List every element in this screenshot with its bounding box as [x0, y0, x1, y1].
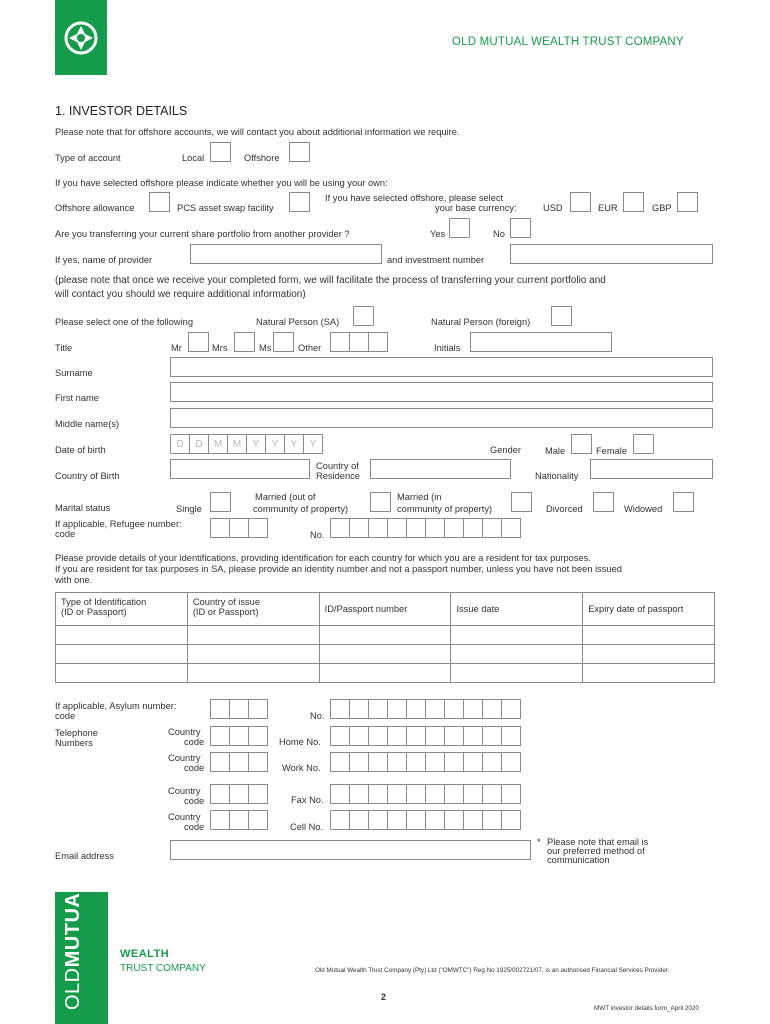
- work-country-label-2: code: [184, 763, 205, 773]
- offshore-label: Offshore: [244, 153, 280, 163]
- single-label: Single: [176, 504, 202, 514]
- offshore-checkbox[interactable]: [289, 142, 310, 162]
- offshore-prompt: If you have selected offshore please indicate whether you will be using your own:: [55, 178, 388, 188]
- married-out-label-2: community of property): [253, 504, 349, 514]
- eur-label: EUR: [598, 203, 618, 213]
- home-country-label-2: code: [184, 737, 205, 747]
- usd-checkbox[interactable]: [570, 192, 591, 212]
- asylum-label-1: If applicable, Asylum number:: [55, 701, 177, 711]
- other-label: Other: [298, 343, 322, 353]
- gender-label: Gender: [490, 445, 522, 455]
- married-out-checkbox[interactable]: [370, 492, 391, 512]
- email-label: Email address: [55, 851, 114, 861]
- widowed-label: Widowed: [624, 504, 663, 514]
- asylum-label-2: code: [55, 711, 76, 721]
- eur-checkbox[interactable]: [623, 192, 644, 212]
- middle-name-label: Middle name(s): [55, 419, 120, 429]
- offshore-allowance-label: Offshore allowance: [55, 203, 135, 213]
- transfer-note-1: (please note that once we receive your completed form, we will facilitate the process of transferring your current portfolio and: [55, 275, 606, 286]
- nationality-input[interactable]: [590, 459, 713, 479]
- dob-cell[interactable]: D: [189, 434, 209, 454]
- email-note-2: our preferred method of: [547, 846, 645, 856]
- usd-label: USD: [543, 203, 563, 213]
- identification-line-3: with one.: [55, 575, 93, 585]
- provider-label: If yes, name of provider: [55, 255, 153, 265]
- natural-foreign-checkbox[interactable]: [551, 306, 572, 326]
- work-number-cells[interactable]: [330, 752, 520, 772]
- cell-no-label: Cell No.: [290, 822, 324, 832]
- female-label: Female: [596, 446, 628, 456]
- offshore-allowance-checkbox[interactable]: [149, 192, 170, 212]
- fax-country-label-2: code: [184, 796, 205, 806]
- logo-tab: [55, 0, 107, 75]
- footer-brand-bar: [55, 879, 108, 1024]
- transfer-note-2: will contact you should we require additional information): [55, 289, 306, 300]
- divorced-checkbox[interactable]: [593, 492, 614, 512]
- dob-label: Date of birth: [55, 445, 106, 455]
- pcs-checkbox[interactable]: [289, 192, 310, 212]
- dob-cell[interactable]: Y: [246, 434, 266, 454]
- table-header-cell: Issue date: [451, 593, 583, 626]
- first-name-input[interactable]: [170, 382, 713, 402]
- refugee-label-1: If applicable, Refugee number:: [55, 519, 182, 529]
- investment-number-label: and investment number: [387, 255, 485, 265]
- footer-wealth: WEALTH: [120, 948, 170, 960]
- residence-label-1: Country of: [316, 461, 359, 471]
- dob-cell[interactable]: Y: [265, 434, 285, 454]
- wordmark-old: OLD: [62, 967, 84, 1010]
- ms-checkbox[interactable]: [273, 332, 294, 352]
- work-country-code-cells[interactable]: [210, 752, 267, 772]
- gbp-label: GBP: [652, 203, 672, 213]
- identification-line-1: Please provide details of your identifications, providing identification for each country for which you are a resident for tax purposes.: [55, 553, 591, 563]
- initials-label: Initials: [434, 343, 461, 353]
- marital-label: Marital status: [55, 503, 111, 513]
- male-checkbox[interactable]: [571, 434, 592, 454]
- natural-sa-label: Natural Person (SA): [256, 317, 340, 327]
- company-name: OLD MUTUAL WEALTH TRUST COMPANY: [452, 36, 684, 48]
- fax-no-label: Fax No.: [291, 795, 324, 805]
- currency-prompt-2: your base currency:: [435, 203, 517, 213]
- local-checkbox[interactable]: [210, 142, 231, 162]
- initials-input[interactable]: [470, 332, 612, 352]
- table-row[interactable]: [56, 664, 715, 683]
- email-note-1: Please note that email is: [547, 837, 649, 847]
- married-in-checkbox[interactable]: [511, 492, 532, 512]
- page-number: 2: [381, 992, 387, 1002]
- wordmark-mutual: MUTUAL: [62, 879, 84, 968]
- mrs-label: Mrs: [212, 343, 228, 353]
- home-no-label: Home No.: [279, 737, 321, 747]
- local-label: Local: [182, 153, 205, 163]
- refugee-label-2: code: [55, 529, 76, 539]
- email-note-3: communication: [547, 855, 610, 865]
- fax-number-cells[interactable]: [330, 784, 520, 804]
- person-select-label: Please select one of the following: [55, 317, 193, 327]
- fax-country-label-1: Country: [168, 786, 201, 796]
- nationality-label: Nationality: [535, 471, 579, 481]
- section-title: 1. INVESTOR DETAILS: [55, 104, 188, 118]
- gbp-checkbox[interactable]: [677, 192, 698, 212]
- surname-input[interactable]: [170, 357, 713, 377]
- table-header-cell: Expiry date of passport: [583, 593, 715, 626]
- currency-prompt-1: If you have selected offshore, please select: [325, 193, 504, 203]
- old-mutual-wordmark: [61, 880, 85, 1010]
- form-reference: MWT investor details form_April 2020: [594, 1005, 699, 1012]
- cell-country-code-cells[interactable]: [210, 810, 267, 830]
- surname-label: Surname: [55, 368, 93, 378]
- other-title-cells[interactable]: [330, 332, 387, 352]
- dob-cells[interactable]: [170, 434, 322, 454]
- transfer-yes-checkbox[interactable]: [449, 218, 470, 238]
- cell-country-label-1: Country: [168, 812, 201, 822]
- table-header-cell: Type of Identification (ID or Passport): [56, 593, 188, 626]
- mr-checkbox[interactable]: [188, 332, 209, 352]
- refugee-number-cells[interactable]: [330, 518, 520, 538]
- asylum-no-label: No.: [310, 711, 325, 721]
- dob-cell[interactable]: M: [227, 434, 247, 454]
- dob-cell[interactable]: Y: [284, 434, 304, 454]
- mr-label: Mr: [171, 343, 182, 353]
- transfer-question: Are you transferring your current share portfolio from another provider ?: [55, 229, 350, 239]
- investment-number-input[interactable]: [510, 244, 713, 264]
- identification-line-2: If you are resident for tax purposes in SA, please provide an identity number and not a passport number, unless you have not been issued: [55, 564, 622, 574]
- home-country-label-1: Country: [168, 727, 201, 737]
- title-label: Title: [55, 343, 73, 353]
- natural-foreign-label: Natural Person (foreign): [431, 317, 531, 327]
- transfer-no-label: No: [493, 229, 505, 239]
- account-type-label: Type of account: [55, 153, 121, 163]
- dob-cell[interactable]: M: [208, 434, 228, 454]
- telephone-label-1: Telephone: [55, 728, 98, 738]
- footer-legal: Old Mutual Wealth Trust Company (Pty) Ltd ("OMWTC") Reg No 1925/002721/07, is an authorised Financial Services Provider.: [315, 967, 670, 974]
- male-label: Male: [545, 446, 566, 456]
- ms-label: Ms: [259, 343, 272, 353]
- asylum-number-cells[interactable]: [330, 699, 520, 719]
- work-no-label: Work No.: [282, 763, 321, 773]
- female-checkbox[interactable]: [633, 434, 654, 454]
- home-number-cells[interactable]: [330, 726, 520, 746]
- provider-input[interactable]: [190, 244, 382, 264]
- email-input[interactable]: [170, 840, 531, 860]
- residence-label-2: Residence: [316, 471, 360, 481]
- email-note-star: *: [537, 837, 541, 847]
- dob-cell[interactable]: Y: [303, 434, 323, 454]
- footer-trust: TRUST COMPANY: [120, 963, 206, 974]
- transfer-no-checkbox[interactable]: [510, 218, 531, 238]
- married-in-label-2: community of property): [397, 504, 493, 514]
- transfer-yes-label: Yes: [430, 229, 446, 239]
- country-birth-label: Country of Birth: [55, 471, 120, 481]
- married-out-label-1: Married (out of: [255, 492, 316, 502]
- natural-sa-checkbox[interactable]: [353, 306, 374, 326]
- old-mutual-emblem-icon: [61, 18, 101, 58]
- cell-country-label-2: code: [184, 822, 205, 832]
- table-row[interactable]: [56, 626, 715, 645]
- asylum-code-cells[interactable]: [210, 699, 267, 719]
- offshore-note: Please note that for offshore accounts, we will contact you about additional information we require.: [55, 127, 460, 137]
- work-country-label-1: Country: [168, 753, 201, 763]
- single-checkbox[interactable]: [210, 492, 231, 512]
- residence-input[interactable]: [370, 459, 511, 479]
- divorced-label: Divorced: [546, 504, 583, 514]
- country-birth-input[interactable]: [170, 459, 310, 479]
- refugee-no-label: No.: [310, 530, 325, 540]
- table-header-row: [56, 593, 715, 626]
- first-name-label: First name: [55, 393, 99, 403]
- married-in-label-1: Married (in: [397, 492, 442, 502]
- table-header-cell: Country of issue (ID or Passport): [187, 593, 319, 626]
- identification-table: [55, 592, 715, 683]
- mrs-checkbox[interactable]: [234, 332, 255, 352]
- pcs-label: PCS asset swap facility: [177, 203, 274, 213]
- widowed-checkbox[interactable]: [673, 492, 694, 512]
- refugee-code-cells[interactable]: [210, 518, 267, 538]
- dob-cell[interactable]: D: [170, 434, 190, 454]
- middle-name-input[interactable]: [170, 408, 713, 428]
- telephone-label-2: Numbers: [55, 738, 93, 748]
- cell-number-cells[interactable]: [330, 810, 520, 830]
- table-header-cell: ID/Passport number: [319, 593, 451, 626]
- home-country-code-cells[interactable]: [210, 726, 267, 746]
- fax-country-code-cells[interactable]: [210, 784, 267, 804]
- table-row[interactable]: [56, 645, 715, 664]
